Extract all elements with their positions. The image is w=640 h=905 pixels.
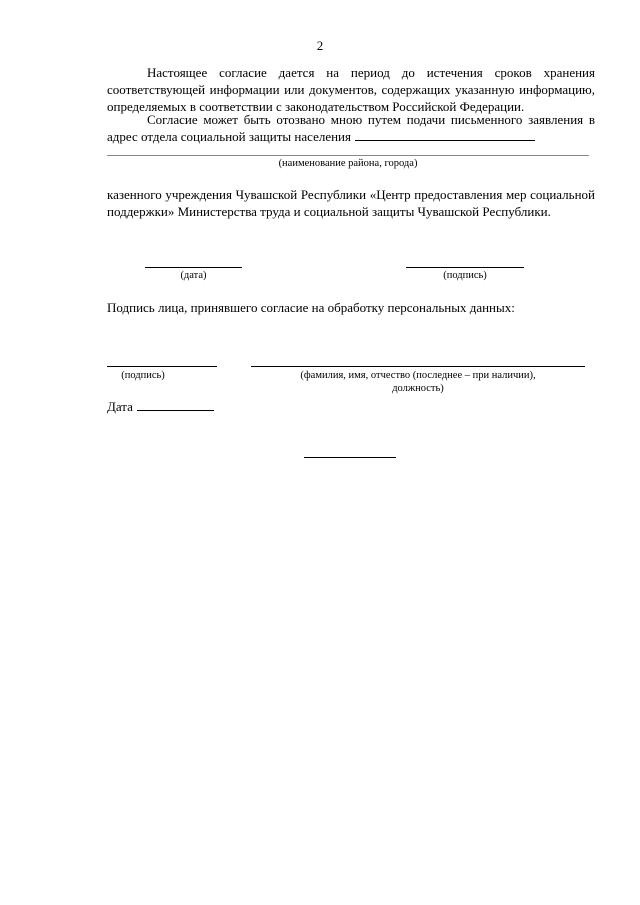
end-separator-line: [304, 457, 396, 458]
acceptor-heading: Подпись лица, принявшего согласие на обработку персональных данных:: [107, 300, 515, 315]
institution-paragraph: казенного учреждения Чувашской Республики «Центр предоставления мер социальной поддержки» Министерства труда и социальной защиты Чувашской Республики.: [107, 187, 595, 219]
date-label: [107, 398, 133, 415]
revocation-text: Согласие может быть отозвано мною путем подачи письменного заявления в адрес отдела социальной защиты населения: [107, 112, 595, 144]
acceptor-name-caption-1: (фамилия, имя, отчество (последнее – при наличии),: [300, 370, 536, 381]
district-caption: (наименование района, города): [278, 158, 418, 169]
district-fill-line[interactable]: [355, 128, 535, 141]
consent-revocation-paragraph: [107, 111, 595, 145]
acceptor-signature-line[interactable]: [107, 366, 217, 367]
consent-period-paragraph: Настоящее согласие дается на период до истечения сроков хранения соответствующей информации или документов, содержащих указанную информацию, определяемых в соответствии с законодательством Российской Федерации.: [107, 65, 595, 114]
acceptor-name-caption-2: должность): [392, 383, 444, 394]
signature-caption: (подпись): [443, 270, 487, 281]
acceptor-name-line[interactable]: [251, 366, 585, 367]
date-caption: (дата): [180, 270, 207, 281]
district-fill-line-2[interactable]: [107, 155, 589, 156]
date-label-text: Дата: [107, 399, 133, 414]
acceptance-date-line[interactable]: [137, 410, 214, 411]
date-line[interactable]: [145, 267, 242, 268]
acceptor-signature-caption: (подпись): [121, 370, 165, 381]
page-number: 2: [316, 38, 324, 53]
signature-line[interactable]: [406, 267, 524, 268]
